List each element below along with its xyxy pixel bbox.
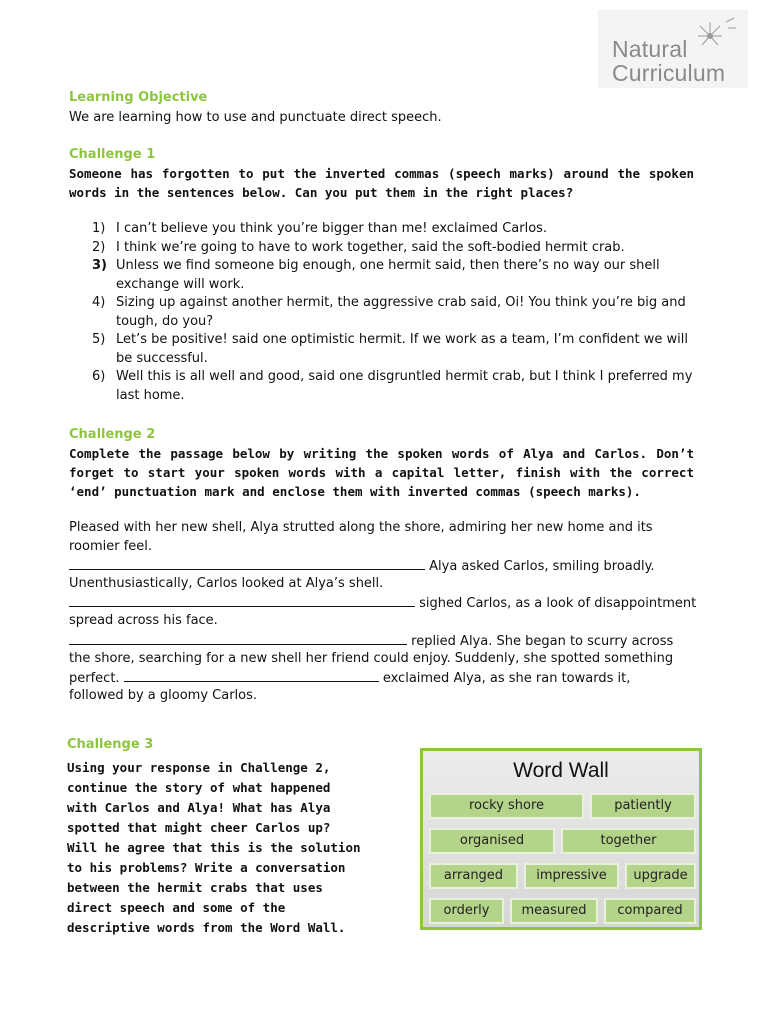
passage-text: exclaimed Alya, as she ran towards it, (378, 671, 631, 686)
passage-line (69, 556, 699, 576)
item-number: 1) (92, 221, 106, 236)
logo-word-curriculum: Curriculum (612, 60, 726, 86)
learning-objective-text: We are learning how to use and punctuate direct speech. (69, 110, 442, 125)
answer-blank-4[interactable] (124, 668, 379, 682)
word-tile: patiently (590, 793, 696, 819)
item-text: I can’t believe you think you’re bigger than me! exclaimed Carlos. (116, 221, 548, 236)
answer-blank-3[interactable] (69, 631, 407, 645)
passage-line: Pleased with her new shell, Alya strutted along the shore, admiring her new home and its (69, 520, 653, 535)
list-item (92, 294, 697, 331)
item-number: 3) (92, 258, 107, 273)
natural-curriculum-logo (598, 10, 748, 88)
passage-line (69, 593, 699, 613)
list-item (92, 331, 697, 368)
challenge2-instruction: Complete the passage below by writing the spoken words of Alya and Carlos. Don’t forget to start your spoken words with a capital letter, finish with the correct ‘end’ punctuation mark and enclose them with inverted commas (speech marks). (69, 446, 694, 499)
word-tile: upgrade (625, 863, 696, 889)
word-tile: compared (604, 898, 696, 924)
item-text: Unless we find someone big enough, one hermit said, then there’s no way our shell exchange will work. (116, 258, 660, 292)
challenge1-instruction: Someone has forgotten to put the inverted commas (speech marks) around the spoken words in the sentences below. Can you put them in the right places? (69, 166, 694, 200)
list-item (92, 257, 697, 294)
challenge3-instruction: Using your response in Challenge 2, continue the story of what happened with Carlos and Alya! What has Alya spotted that might cheer Carlos up? Will he agree that this is the solution to his problems? Write a conversation between the hermit crabs that uses direct speech and some of the descriptive words from the Word Wall. (67, 760, 361, 935)
word-tile: orderly (429, 898, 504, 924)
challenge1-sentence-list (92, 220, 697, 405)
word-tile: measured (510, 898, 598, 924)
answer-blank-2[interactable] (69, 593, 415, 607)
item-number: 5) (92, 332, 106, 347)
word-tile: impressive (524, 863, 619, 889)
item-number: 4) (92, 295, 106, 310)
passage-text: perfect. (69, 671, 124, 686)
item-text: I think we’re going to have to work together, said the soft-bodied hermit crab. (116, 239, 625, 255)
item-text: Let’s be positive! said one optimistic hermit. If we work as a team, I’m confident we will be successful. (116, 332, 688, 366)
word-wall-title: Word Wall (513, 759, 609, 782)
item-text: Sizing up against another hermit, the aggressive crab said, Oi! You think you’re big and tough, do you? (116, 295, 686, 329)
item-text: Well this is all well and good, said one disgruntled hermit crab, but I think I preferred my last home. (116, 369, 693, 403)
passage-line (69, 631, 699, 651)
answer-blank-1[interactable] (69, 556, 425, 570)
passage-line: the shore, searching for a new shell her friend could enjoy. Suddenly, she spotted something (69, 651, 674, 666)
challenge2-heading: Challenge 2 (69, 427, 156, 442)
list-item (92, 220, 697, 239)
passage-line: spread across his face. (69, 613, 218, 628)
word-wall (420, 748, 702, 930)
word-tile: arranged (429, 863, 518, 889)
passage-line: followed by a gloomy Carlos. (69, 688, 258, 703)
passage-line: roomier feel. (69, 539, 153, 554)
passage-text: replied Alya. She began to scurry across (407, 634, 674, 649)
dandelion-icon (690, 14, 740, 54)
item-number: 2) (92, 239, 106, 255)
challenge1-heading: Challenge 1 (69, 147, 156, 162)
passage-line: Unenthusiastically, Carlos looked at Alya’s shell. (69, 576, 384, 591)
passage-line (69, 668, 699, 688)
challenge3-heading: Challenge 3 (67, 737, 154, 752)
logo-word-natural: Natural (612, 36, 688, 62)
word-tile: organised (429, 828, 555, 854)
list-item (92, 239, 697, 258)
passage-text: sighed Carlos, as a look of disappointment (415, 596, 697, 611)
word-tile: rocky shore (429, 793, 584, 819)
list-item (92, 368, 697, 405)
item-number: 6) (92, 369, 106, 384)
word-tile: together (561, 828, 696, 854)
learning-objective-heading: Learning Objective (69, 90, 208, 105)
passage-text: Alya asked Carlos, smiling broadly. (425, 559, 655, 574)
